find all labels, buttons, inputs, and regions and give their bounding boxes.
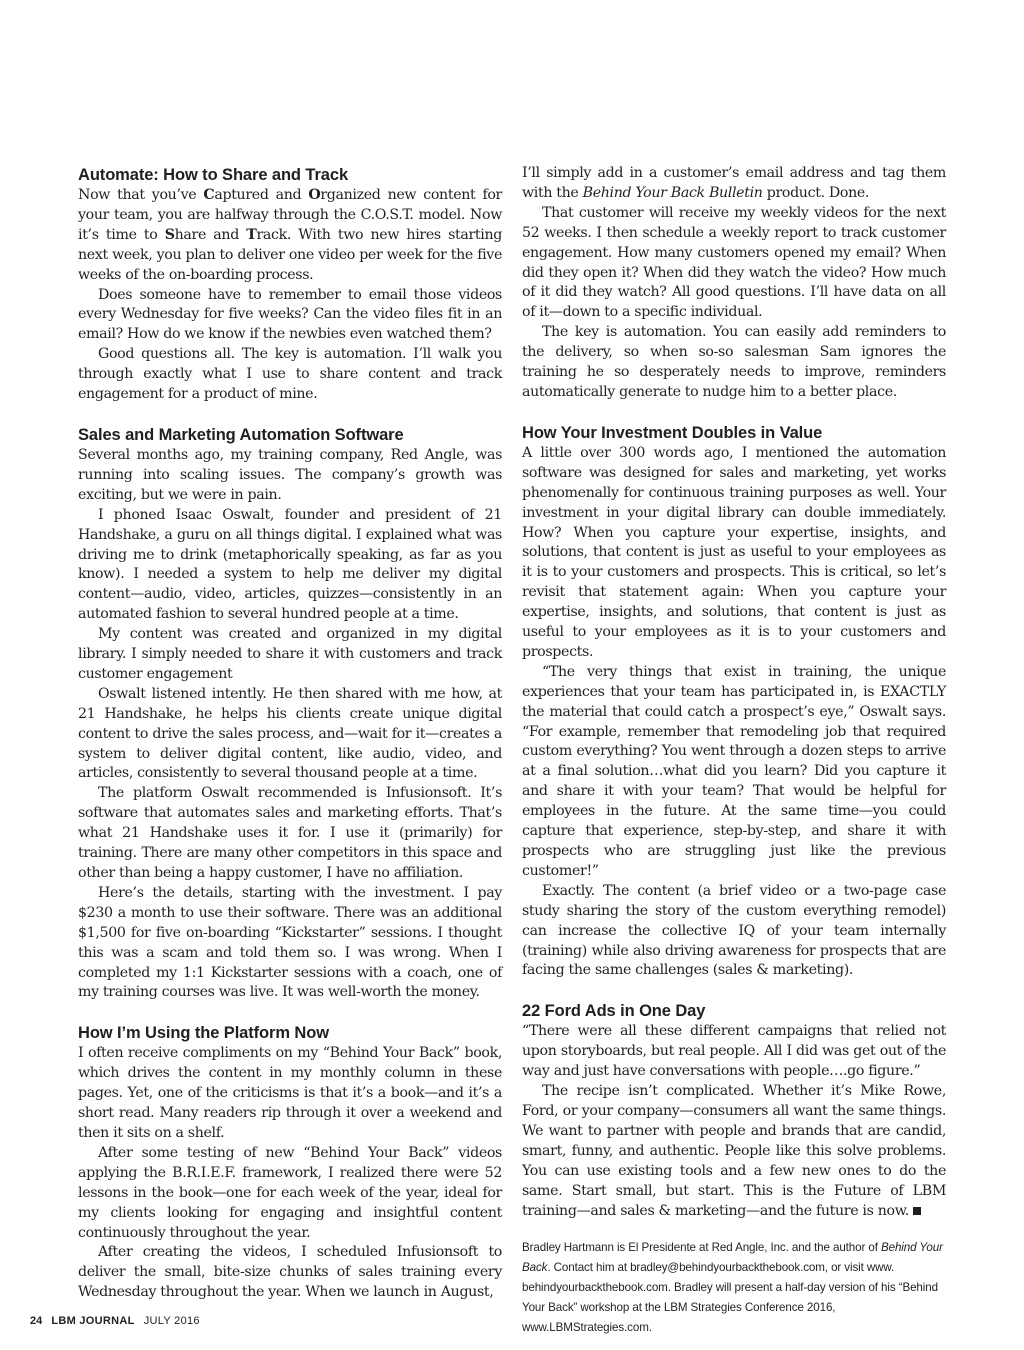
- left-column: [78, 164, 502, 1303]
- paragraph: A little over 300 words ago, I mentioned the automation software was designed for sales and marketing, yet works phenomenally for continuous training purposes as well. Your investment in your digital library can double immediately. How? When you capture your expertise, insights, and solutions, that content is just as useful to your employees as it is to your customers and prospects. This is critical, so let’s revisit that statement again: When you capture your expertise, insights, and solutions, that content is just as useful to your employees as it is to your customers and prospects.: [522, 444, 946, 660]
- author-bio: Bradley Hartmann is El Presidente at Red Angle, Inc. and the author of Behind Your Back. Contact him at bradley@behindyourbackthebook.com, or visit www. behindyourbackthebook.com. Bradley will present a half-day version of his “Behind Your Back” workshop at the LBM Strategies Conference 2016, www.LBMStrategies.com.: [522, 1241, 943, 1335]
- paragraph: The key is automation. You can easily add reminders to the delivery, so when so-so salesman Sam ignores the training he so desperately needs to improve, reminders automatically generate to nudge him to a better place.: [522, 324, 946, 400]
- paragraph: After creating the videos, I scheduled Infusionsoft to deliver the small, bite-size chunks of sales training every Wednesday throughout the year. When we launch in August,: [78, 1244, 502, 1301]
- paragraph: I often receive compliments on my “Behind Your Back” book, which drives the content in my monthly column in these pages. Yet, one of the criticisms is that it’s a book—and it’s a short read. Many readers rip through it over a weekend and then it sits on a shelf.: [78, 1045, 502, 1141]
- section-heading-platform: How I’m Using the Platform Now: [78, 1024, 329, 1043]
- paragraph: “The very things that exist in training, the unique experiences that your team has participated in, is EXACTLY the material that could catch a prospect’s eye,” Oswalt says. “For example, remember that remodeling job that required custom everything? You went through a dozen steps to arrive at a final solution…what did you learn? Did you capture it and share it with your team? That would be helpful for employees in the future. At the same time—you could capture that experience, step-by-step, and share it with prospects who are struggling just like the previous customer!”: [522, 663, 946, 879]
- right-column: [522, 164, 946, 1338]
- section-heading-ford-ads: 22 Ford Ads in One Day: [522, 1002, 706, 1021]
- page-number: 24: [30, 1315, 43, 1327]
- paragraph: After some testing of new “Behind Your Back” videos applying the B.R.I.E.F. framework, I realized there were 52 lessons in the book—one for each week of the year, ideal for my clients looking for engaging and insightful content continuously throughout the year.: [78, 1144, 502, 1241]
- page-footer: [30, 1315, 200, 1327]
- paragraph: Oswalt listened intently. He then shared with me how, at 21 Handshake, he helps his clients create unique digital content to drive the sales process, and—wait for it—creates a system to deliver digital content, like audio, video, and articles, consistently to several thousand people at a time.: [78, 685, 502, 782]
- section-heading-investment: How Your Investment Doubles in Value: [522, 423, 823, 442]
- paragraph: I’ll simply add in a customer’s email address and tag them with the Behind Your Back Bulletin product. Done.: [522, 165, 946, 201]
- paragraph: Now that you’ve Captured and Organized new content for your team, you are halfway through the C.O.S.T. model. Now it’s time to Share and Track. With two new hires starting next week, you plan to deliver one video per week for the five weeks of the on-boarding process.: [78, 187, 502, 283]
- paragraph: Good questions all. The key is automation. I’ll walk you through exactly what I use to share content and track engagement for a product of mine.: [78, 346, 502, 403]
- journal-name: LBM JOURNAL: [51, 1315, 135, 1327]
- paragraph: My content was created and organized in my digital library. I simply needed to share it with customers and track customer engagement: [78, 626, 502, 682]
- section-heading-automate: Automate: How to Share and Track: [78, 166, 349, 184]
- paragraph: “There were all these different campaigns that relied not upon storyboards, but real people. All I did was get out of the way and just have conversations with people….go figure.”: [522, 1023, 946, 1080]
- paragraph: Does someone have to remember to email those videos every Wednesday for five weeks? Can the video files fit in an email? How do we know if the newbies even watched them?: [78, 286, 502, 343]
- paragraph: Exactly. The content (a brief video or a two-page case study sharing the story of the custom everything remodel) can increase the collective IQ of your team internally (training) while also driving awareness for prospects that are facing the same challenges (sales & marketing).: [522, 882, 946, 979]
- paragraph: I phoned Isaac Oswalt, founder and president of 21 Handshake, a guru on all things digital. I explained what was driving me to drink (metaphorically speaking, as far as you know). I needed a system to help me deliver my digital content—audio, video, articles, quizzes—consistently in an automated fashion to several hundred people at a time.: [78, 506, 502, 623]
- paragraph: That customer will receive my weekly videos for the next 52 weeks. I then schedule a weekly report to track customer engagement. How many customers opened my email? When did they open it? When did they watch the video? How much of it did they watch? All good questions. I’ll have data on all of it—down to a specific individual.: [522, 204, 946, 321]
- paragraph: Several months ago, my training company, Red Angle, was running into scaling issues. The company’s growth was exciting, but we were in pain.: [78, 446, 502, 503]
- paragraph: The platform Oswalt recommended is Infusionsoft. It’s software that automates sales and marketing efforts. That’s what 21 Handshake uses it for. I use it (primarily) for training. There are many other competitors in this space and other than being a happy customer, I have no affiliation.: [78, 785, 502, 881]
- section-heading-sales-automation: Sales and Marketing Automation Software: [78, 425, 404, 444]
- paragraph: The recipe isn’t complicated. Whether it’s Mike Rowe, Ford, or your company—consumers all want the same things. We want to partner with people and brands that are candid, smart, funny, and authentic. People like this solve problems. You can use existing tools and a few new ones to do the same. Start small, but start. This is the Future of LBM training—and sales & marketing—and the future is now.: [522, 1083, 946, 1219]
- end-mark-icon: [913, 1207, 921, 1215]
- paragraph: Here’s the details, starting with the investment. I pay $230 a month to use their software. There was an additional $1,500 for five on-boarding “Kickstarter” sessions. I thought this was a scam and told them so. I was wrong. When I completed my 1:1 Kickstarter sessions with a coach, one of my training courses was live. It was well-worth the money.: [78, 884, 502, 1001]
- issue-date: JULY 2016: [143, 1315, 200, 1327]
